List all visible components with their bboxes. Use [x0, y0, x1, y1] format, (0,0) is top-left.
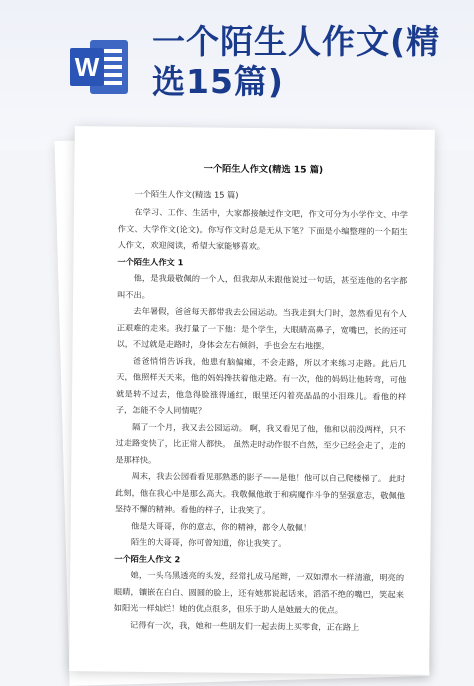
paragraph: 陌生的大哥哥，你可曾知道，你让我笑了。: [130, 536, 287, 549]
paragraph: 去年暑假，爸爸每天都带我去公园运动。当我走到大门时，忽然看见有个人正艰难的走来。我打量了一下他：是个学生，大眼睛高鼻子，宽嘴巴，长的还可以，不过就是走路时，身体会左右倾斜，手也会左右地摆。: [116, 305, 407, 351]
word-document-icon: [68, 36, 130, 98]
paragraph: 周末，我去公园看看见那熟悉的影子——是他！他可以自己爬楼梯了。 此时此刻，他在我心中是那么高大。我敬佩他敢于和病魔作斗争的坚强意志，敬佩他坚持不懈的精神。看他的样子，让我笑了。: [114, 470, 406, 516]
document-body: [114, 161, 409, 636]
word-logo-letter: W: [74, 52, 100, 82]
page-title: 一个陌生人作文(精选15篇): [152, 22, 441, 101]
paragraph: 记得有一次，我，她和一些朋友们一起去街上买零食，正在路上: [129, 619, 360, 632]
paragraph: 爸爸悄悄告诉我，他患有脑偏瘫，不会走路，所以才来练习走路。此后几天，他照样天天来，他的妈妈搀扶着他走路。有一次，他的妈妈让他转弯，可他就是转不过去，他急得脸涨得通红，眼里还闪着亮晶晶的小泪珠儿。看他的样子，怎能不令人同情呢？: [115, 355, 407, 416]
section-heading: 一个陌生人作文 1: [117, 256, 184, 267]
document-title: 一个陌生人作文(精选 15 篇): [203, 163, 324, 176]
paragraph: 他是大哥哥，你的意志，你的精神，都令人敬佩！: [131, 520, 312, 533]
paragraph-list: [114, 204, 408, 636]
document-subtitle: 一个陌生人作文(精选 15 篇): [134, 188, 239, 200]
paragraph: 她，一头乌黑透亮的头发，经常扎成马尾辫，一双如潭水一样清澈，明亮的眼睛，镶嵌在白白、圆圆的脸上，还有她那说起话来，滔滔不绝的嘴巴，笑起来如阳光一样灿烂！她的优点很多，但乐于助人是她最大的优点。: [113, 569, 405, 615]
paragraph: 隔了一个月，我又去公园运动。 啊，我又看见了他，他和以前没两样，只不过走路变快了，比正常人都快。 虽然走时动作很不自然，至少已经会走了，走的是那样快。: [115, 421, 406, 465]
paragraph: 他，是我最敬佩的一个人，但我却从未跟他说过一句话，甚至连他的名字都叫不出。: [117, 272, 408, 300]
paragraph: 在学习、工作、生活中，大家都接触过作文吧，作文可分为小学作文、中学作文、大学作文(论文)。你写作文时总是无从下笔？下面是小编整理的一个陌生人作文，欢迎阅读，希望大家能够喜欢。: [117, 206, 409, 252]
document-page: [69, 126, 435, 675]
section-heading: 一个陌生人作文 2: [114, 553, 181, 564]
